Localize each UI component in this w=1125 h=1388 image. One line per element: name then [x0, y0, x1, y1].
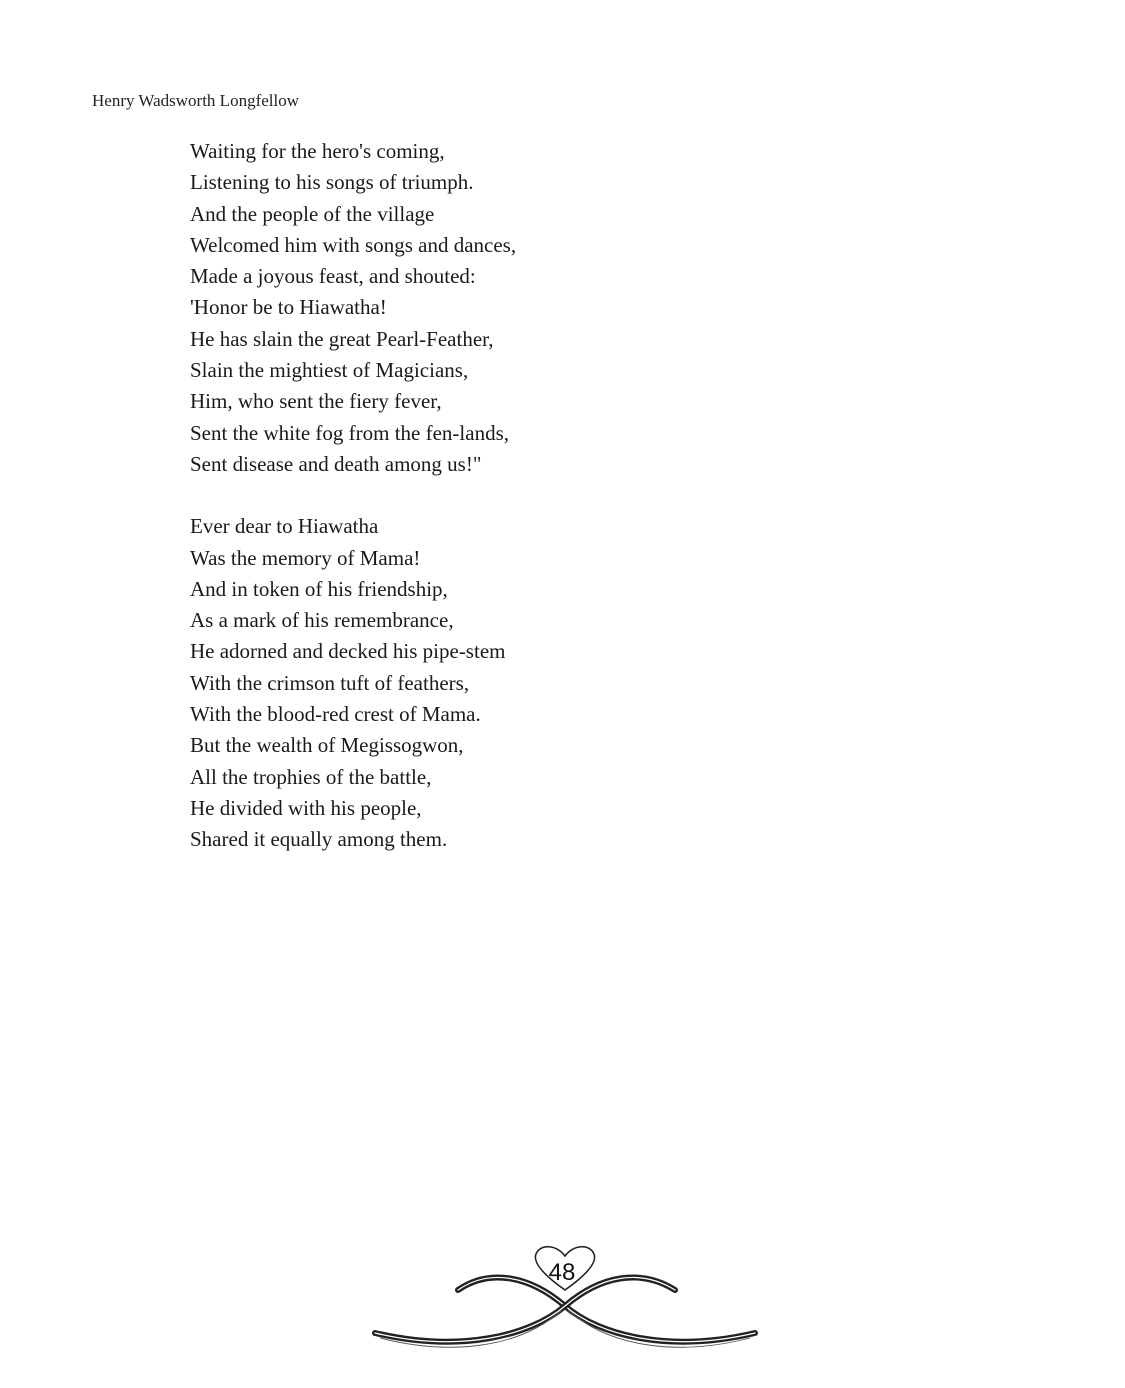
- poem-line: But the wealth of Megissogwon,: [190, 733, 464, 758]
- running-header-author: Henry Wadsworth Longfellow: [92, 91, 299, 110]
- poem-line: With the blood-red crest of Mama.: [190, 702, 481, 727]
- poem-line: He divided with his people,: [190, 795, 422, 820]
- poem-body: [190, 136, 516, 856]
- poem-line: Was the memory of Mama!: [190, 545, 421, 570]
- poem-line: Shared it equally among them.: [190, 827, 448, 852]
- poem-line: All the trophies of the battle,: [190, 764, 432, 789]
- poem-line: Sent disease and death among us!": [190, 451, 482, 476]
- poem-line: He adorned and decked his pipe-stem: [190, 639, 506, 664]
- page-number: 48: [548, 1259, 576, 1286]
- poem-line: With the crimson tuft of feathers,: [190, 670, 470, 695]
- poem-line: Sent the white fog from the fen-lands,: [190, 420, 509, 445]
- poem-line: Listening to his songs of triumph.: [190, 170, 474, 195]
- poem-line: And the people of the village: [190, 201, 435, 226]
- poem-line: Slain the mightiest of Magicians,: [190, 358, 469, 383]
- heart-swirl-ornament-icon: [370, 1238, 760, 1363]
- poem-line: Welcomed him with songs and dances,: [190, 232, 517, 257]
- poem-line: As a mark of his remembrance,: [190, 608, 454, 633]
- stanza-2: [190, 511, 516, 855]
- poem-line: Made a joyous feast, and shouted:: [190, 264, 476, 289]
- stanza-1: [190, 136, 516, 480]
- poem-line: He has slain the great Pearl-Feather,: [190, 326, 494, 351]
- poem-line: Waiting for the hero's coming,: [190, 139, 445, 163]
- poem-line: Ever dear to Hiawatha: [190, 514, 379, 539]
- poem-line: 'Honor be to Hiawatha!: [190, 295, 387, 320]
- poem-line: Him, who sent the fiery fever,: [190, 389, 442, 414]
- poem-line: And in token of his friendship,: [190, 576, 448, 601]
